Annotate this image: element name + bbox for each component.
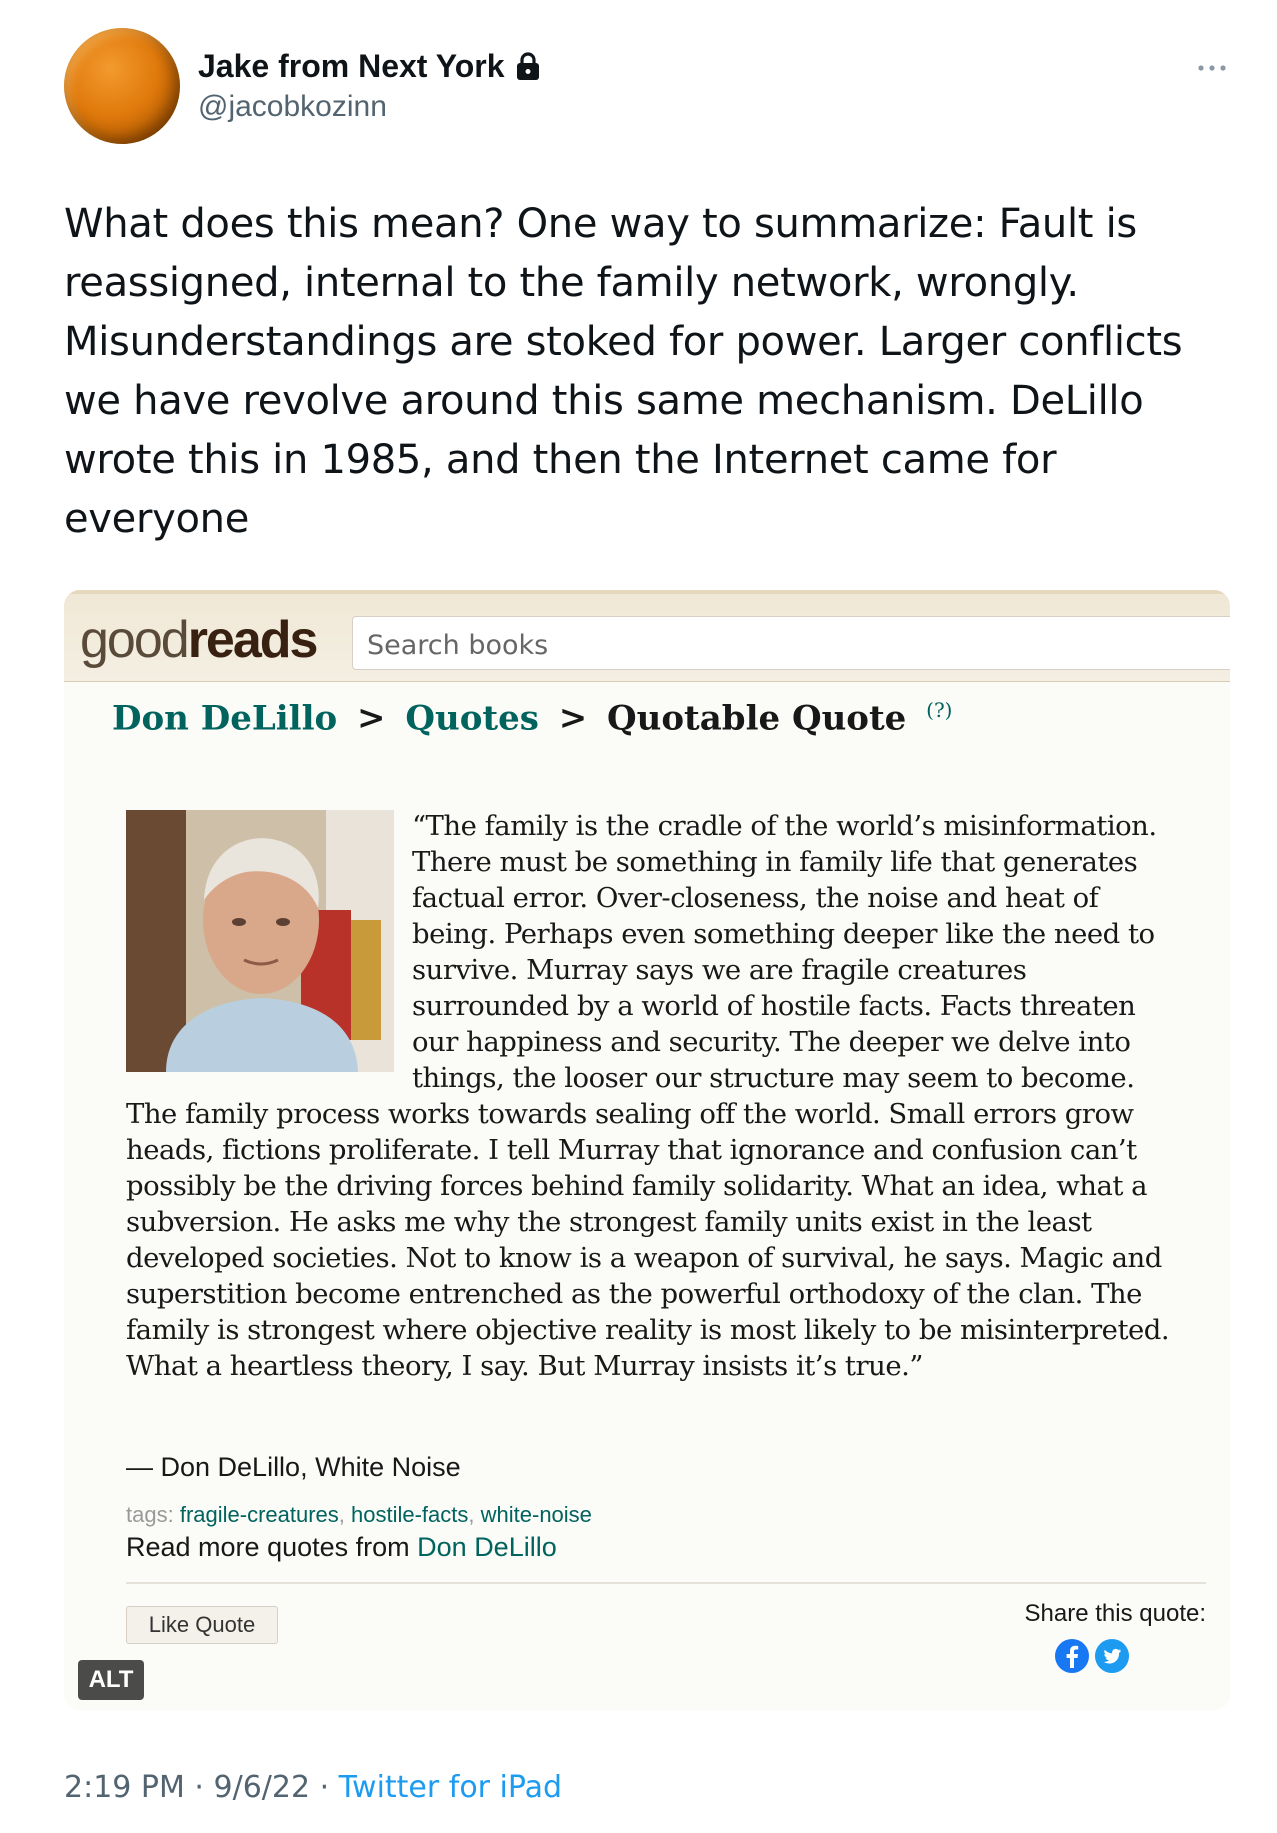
tweet-meta	[64, 1770, 562, 1805]
tweet-image[interactable]	[64, 590, 1230, 1710]
meta-separator: ·	[184, 1770, 214, 1805]
tag-link[interactable]: hostile-facts	[351, 1502, 469, 1527]
quote-body: “The family is the cradle of the world’s misinformation. There must be something in family life that generates factual error. Over-closeness, the noise and heat of being. Perhaps even something deeper like the need to survive. Murray says we are fragile creatures surrounded by a world of hostile facts. Facts threaten our happiness and security. The deeper we delve into things, the looser our structure may seem to become. The family process works towards sealing off the world. Small errors grow heads, fictions proliferate. I tell Murray that ignorance and confusion can’t possibly be the driving forces behind family solidarity. What an idea, what a subversion. He asks me why the strongest family units exist in the least developed societies. Not to know is a weapon of survival, he says. Magic and superstition become entrenched as the powerful orthodoxy of the clan. The family is strongest where objective reality is most likely to be misinterpreted. What a heartless theory, I say. But Murray insists it’s true.”	[126, 810, 1170, 1382]
help-link[interactable]: (?)	[926, 698, 953, 722]
read-more-author-link[interactable]: Don DeLillo	[417, 1532, 557, 1562]
like-quote-button[interactable]: Like Quote	[126, 1606, 278, 1644]
quote-tags: tags: fragile-creatures, hostile-facts, white-noise	[126, 1502, 592, 1527]
more-icon[interactable]	[1197, 60, 1227, 70]
avatar[interactable]	[64, 28, 180, 144]
breadcrumb-quotes[interactable]: Quotes	[405, 698, 539, 739]
twitter-icon[interactable]	[1094, 1638, 1130, 1674]
read-more-prefix: Read more quotes from	[126, 1532, 410, 1562]
logo-reads: reads	[187, 611, 317, 669]
tweet-text: What does this mean? One way to summarize: Fault is reassigned, internal to the family network, wrongly. Misunderstandings are stoked for power. Larger conflicts we have revolve around this same mechanism. DeLillo wrote this in 1985, and then the Internet came for everyone	[64, 201, 1183, 542]
goodreads-header	[64, 590, 1230, 682]
quote-attribution: ― Don DeLillo, White Noise	[126, 1452, 461, 1482]
tag-link[interactable]: white-noise	[480, 1502, 592, 1527]
facebook-icon[interactable]	[1054, 1638, 1090, 1674]
breadcrumb	[112, 698, 952, 738]
breadcrumb-current: Quotable Quote	[607, 698, 907, 739]
alt-badge[interactable]: ALT	[78, 1660, 144, 1700]
tweet-time[interactable]: 2:19 PM	[64, 1770, 185, 1805]
lock-icon	[515, 51, 543, 83]
share-icons	[1054, 1638, 1130, 1674]
quote-text	[126, 808, 1186, 1384]
author-name[interactable]	[198, 48, 543, 85]
tag-link[interactable]: fragile-creatures	[179, 1502, 339, 1527]
goodreads-logo[interactable]	[80, 610, 316, 670]
breadcrumb-author[interactable]: Don DeLillo	[112, 698, 338, 739]
breadcrumb-separator: >	[357, 698, 386, 739]
share-label: Share this quote:	[1024, 1600, 1206, 1627]
tags-label: tags:	[126, 1502, 174, 1527]
read-more	[126, 1532, 557, 1563]
tweet-source[interactable]: Twitter for iPad	[338, 1770, 563, 1805]
author-name-text[interactable]: Jake from Next York	[198, 48, 505, 84]
divider	[126, 1582, 1206, 1584]
search-input[interactable]: Search books	[352, 616, 1230, 670]
logo-good: good	[80, 611, 188, 669]
meta-separator: ·	[310, 1770, 339, 1805]
author-handle[interactable]: @jacobkozinn	[198, 90, 387, 123]
breadcrumb-separator: >	[558, 698, 588, 739]
tweet-date[interactable]: 9/6/22	[213, 1770, 311, 1805]
